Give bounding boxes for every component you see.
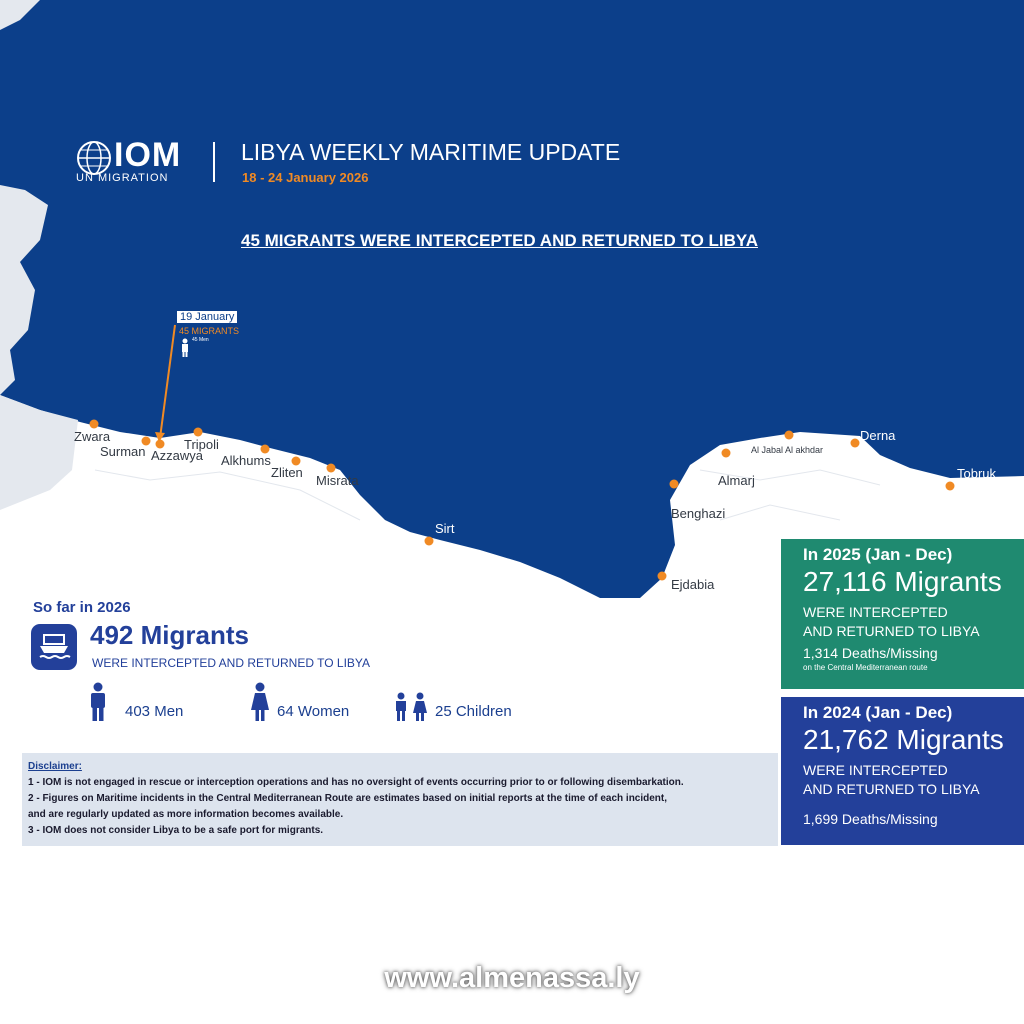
headline: 45 MIGRANTS WERE INTERCEPTED AND RETURNED TO LIBYA xyxy=(241,231,758,250)
city-dot xyxy=(194,428,203,437)
card-2024-line1: WERE INTERCEPTED xyxy=(803,762,948,778)
city-label-almarj: Almarj xyxy=(718,473,755,488)
city-label-surman: Surman xyxy=(100,444,146,459)
watermark: www.almenassa.ly xyxy=(384,962,640,994)
disclaimer-box xyxy=(22,753,778,846)
card-2025-deaths: 1,314 Deaths/Missing xyxy=(803,645,938,661)
city-dot xyxy=(670,480,679,489)
card-2025-total: 27,116 Migrants xyxy=(803,566,1002,597)
globe-icon xyxy=(76,140,112,176)
city-label-benghazi: Benghazi xyxy=(671,506,726,521)
city-dot xyxy=(851,439,860,448)
boat-icon xyxy=(31,624,77,670)
city-dot xyxy=(327,464,336,473)
city-label-tobruk: Tobruk xyxy=(957,466,997,481)
disclaimer-line: and are regularly updated as more information becomes available. xyxy=(28,809,344,820)
city-label-misrata: Misrata xyxy=(316,473,359,488)
children-icon xyxy=(393,692,429,722)
page-title: LIBYA WEEKLY MARITIME UPDATE xyxy=(241,139,621,165)
women-count: 64 Women xyxy=(277,703,350,720)
card-2024-line2: AND RETURNED TO LIBYA xyxy=(803,781,980,797)
ytd-desc: WERE INTERCEPTED AND RETURNED TO LIBYA xyxy=(92,656,371,670)
card-2025-heading: In 2025 (Jan - Dec) xyxy=(803,545,953,564)
disclaimer-line: 3 - IOM does not consider Libya to be a safe port for migrants. xyxy=(28,825,324,836)
disclaimer-line: 1 - IOM is not engaged in rescue or interception operations and has no oversight of events occurring prior to or following disembarkation. xyxy=(28,777,684,788)
city-label-zliten: Zliten xyxy=(271,465,303,480)
city-label-tripoli: Tripoli xyxy=(184,437,219,452)
logo-sub: UN MIGRATION xyxy=(76,172,169,184)
city-label-sirt: Sirt xyxy=(435,521,455,536)
city-label-zwara: Zwara xyxy=(74,429,111,444)
disclaimer-title: Disclaimer: xyxy=(28,761,82,772)
card-2025-line1: WERE INTERCEPTED xyxy=(803,604,948,620)
logo-divider xyxy=(213,142,215,182)
logo-name: IOM xyxy=(114,136,182,174)
men-icon xyxy=(88,682,108,722)
women-icon xyxy=(250,682,270,722)
city-label-ejdabia: Ejdabia xyxy=(671,577,715,592)
children-count: 25 Children xyxy=(435,703,512,720)
man-icon xyxy=(180,338,190,358)
card-2024-total: 21,762 Migrants xyxy=(803,724,1004,755)
city-dot xyxy=(722,449,731,458)
card-2025-note: on the Central Mediterranean route xyxy=(803,663,928,672)
incident-date: 19 January xyxy=(177,311,237,323)
city-dot xyxy=(425,537,434,546)
city-label-al-jabal-al-akhdar: Al Jabal Al akhdar xyxy=(751,445,824,455)
city-dot xyxy=(946,482,955,491)
card-2024-heading: In 2024 (Jan - Dec) xyxy=(803,703,953,722)
city-label-alkhums: Alkhums xyxy=(221,453,271,468)
disclaimer-line: 2 - Figures on Maritime incidents in the Central Mediterranean Route are estimates based on initial reports at the time of each incident, xyxy=(28,793,668,804)
city-label-azzawya: Azzawya xyxy=(151,448,204,463)
incident-count: 45 MIGRANTS xyxy=(179,326,240,336)
city-label-derna: Derna xyxy=(860,428,896,443)
card-2025 xyxy=(781,539,1024,689)
ytd-total: 492 Migrants xyxy=(90,620,249,650)
card-2025-line2: AND RETURNED TO LIBYA xyxy=(803,623,980,639)
city-dot xyxy=(785,431,794,440)
ytd-label: So far in 2026 xyxy=(33,599,131,616)
men-count: 403 Men xyxy=(125,703,184,720)
incident-detail: 45 Men xyxy=(192,337,209,343)
card-2024 xyxy=(781,697,1024,845)
date-range: 18 - 24 January 2026 xyxy=(242,170,369,185)
city-dot xyxy=(90,420,99,429)
city-dot xyxy=(658,572,667,581)
card-2024-deaths: 1,699 Deaths/Missing xyxy=(803,811,938,827)
